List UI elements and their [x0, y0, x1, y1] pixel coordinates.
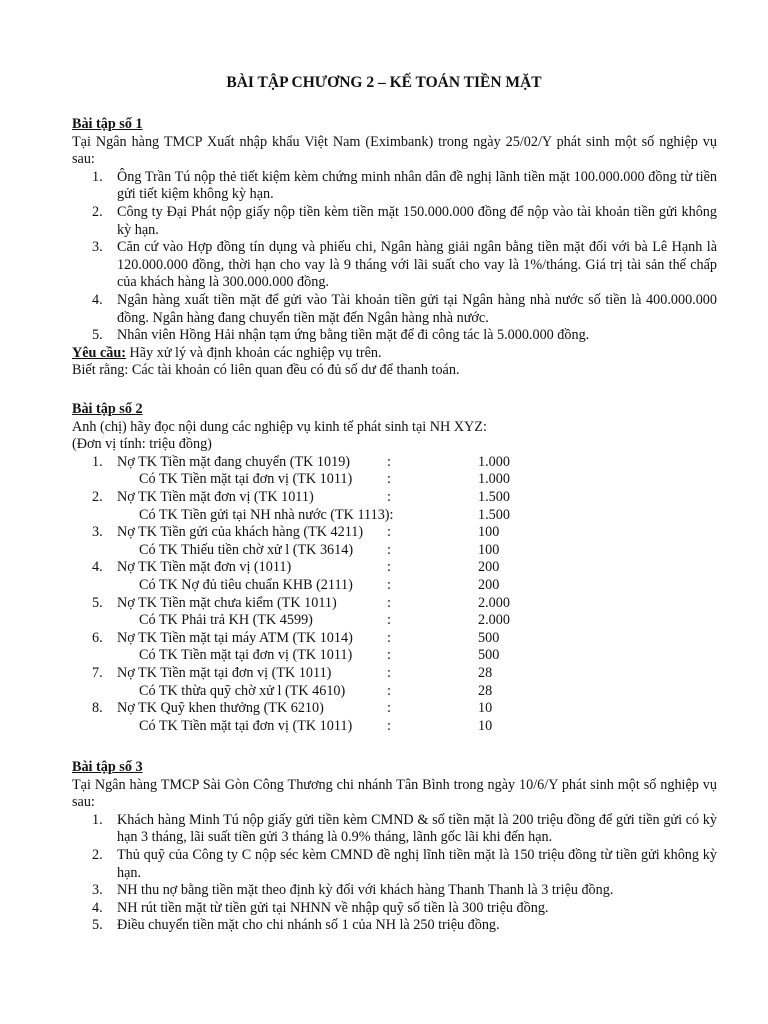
debit-amount: 2.000 [478, 594, 510, 611]
exercise-1-list [72, 169, 717, 345]
debit-account: Nợ TK Tiền mặt đơn vị (TK 1011) [117, 488, 314, 505]
colon: : [387, 647, 391, 664]
exercise-2-unit: (Đơn vị tính: triệu đồng) [72, 436, 212, 453]
list-item [72, 812, 717, 847]
debit-account: Nợ TK Quỹ khen thưởng (TK 6210) [117, 700, 324, 717]
colon: : [387, 594, 391, 611]
list-item [72, 327, 717, 345]
item-text: Căn cứ vào Hợp đồng tín dụng và phiếu chi, Ngân hàng giải ngân bằng tiền mặt đối với bà Lê Hạnh là 120.000.000 đồng, thời hạn cho vay là 9 tháng với lãi suất cho vay là 1%/tháng. Giá trị tài sản thế chấp của khách hàng là 300.000.000 đồng. [117, 239, 717, 291]
credit-amount: 1.000 [478, 471, 510, 488]
entry-number: 3. [92, 524, 103, 541]
credit-line [72, 577, 717, 595]
credit-amount: 10 [478, 717, 493, 734]
credit-line [72, 647, 717, 665]
debit-line [72, 630, 717, 648]
entry-number: 8. [92, 700, 103, 717]
debit-line [72, 665, 717, 683]
exercise-1-heading: Bài tập số 1 [72, 116, 143, 132]
exercise-3 [72, 759, 717, 935]
colon: : [387, 700, 391, 717]
exercise-1-note: Biết rằng: Các tài khoản có liên quan đều có đủ số dư để thanh toán. [72, 362, 460, 379]
list-item [72, 917, 717, 935]
debit-line [72, 595, 717, 613]
item-text: Thủ quỹ của Công ty C nộp séc kèm CMND đề nghị lĩnh tiền mặt là 150 triệu đồng từ tiền gửi không kỳ hạn. [117, 846, 717, 881]
list-item [72, 292, 717, 327]
entry-number: 6. [92, 629, 103, 646]
debit-line [72, 524, 717, 542]
debit-amount: 1.000 [478, 453, 510, 470]
list-item [72, 882, 717, 900]
debit-amount: 28 [478, 664, 493, 681]
item-number: 4. [92, 899, 103, 916]
exercise-2-intro: Anh (chị) hãy đọc nội dung các nghiệp vụ kinh tế phát sinh tại NH XYZ: [72, 418, 487, 435]
debit-account: Nợ TK Tiền mặt tại đơn vị (TK 1011) [117, 664, 332, 681]
debit-account: Nợ TK Tiền mặt đang chuyển (TK 1019) [117, 453, 351, 470]
item-text: Nhân viên Hồng Hải nhận tạm ứng bằng tiền mặt để đi công tác là 5.000.000 đồng. [117, 327, 590, 344]
credit-amount: 2.000 [478, 612, 510, 629]
entry-number: 4. [92, 559, 103, 576]
item-number: 4. [92, 291, 103, 308]
item-text: Ngân hàng xuất tiền mặt để gửi vào Tài khoản tiền gửi tại Ngân hàng nhà nước số tiền là 400.000.000 đồng. Ngân hàng đang chuyển tiền mặt đến Ngân hàng nhà nước. [117, 291, 717, 326]
exercise-3-list [72, 812, 717, 935]
debit-line [72, 454, 717, 472]
credit-line [72, 471, 717, 489]
colon: : [387, 541, 391, 558]
colon: : [387, 682, 391, 699]
debit-amount: 200 [478, 559, 500, 576]
exercise-3-heading: Bài tập số 3 [72, 759, 143, 775]
colon: : [387, 612, 391, 629]
debit-account: Nợ TK Tiền mặt đơn vị (1011) [117, 559, 292, 576]
exercise-3-intro: Tại Ngân hàng TMCP Sài Gòn Công Thương chi nhánh Tân Bình trong ngày 10/6/Y phát sinh một số nghiệp vụ sau: [72, 776, 717, 811]
colon: : [387, 524, 391, 541]
item-text: NH rút tiền mặt từ tiền gửi tại NHNN về nhập quỹ số tiền là 300 triệu đồng. [117, 899, 549, 916]
debit-amount: 500 [478, 629, 500, 646]
credit-account: Có TK Nợ đủ tiêu chuẩn KHB (2111) [139, 576, 353, 593]
credit-line [72, 542, 717, 560]
credit-account: Có TK Phải trả KH (TK 4599) [139, 612, 313, 629]
entry-number: 2. [92, 488, 103, 505]
item-text: Điều chuyển tiền mặt cho chi nhánh số 1 của NH là 250 triệu đồng. [117, 917, 500, 934]
debit-amount: 1.500 [478, 488, 510, 505]
colon: : [387, 664, 391, 681]
debit-line [72, 700, 717, 718]
item-number: 5. [92, 917, 103, 934]
debit-amount: 10 [478, 700, 493, 717]
colon: : [387, 488, 391, 505]
journal-entries [72, 454, 717, 736]
item-number: 1. [92, 168, 103, 185]
list-item [72, 239, 717, 292]
credit-amount: 100 [478, 541, 500, 558]
credit-account: Có TK Tiền mặt tại đơn vị (TK 1011) [139, 717, 353, 734]
debit-account: Nợ TK Tiền mặt tại máy ATM (TK 1014) [117, 629, 353, 646]
exercise-2-heading: Bài tập số 2 [72, 401, 143, 417]
exercise-1-intro: Tại Ngân hàng TMCP Xuất nhập khẩu Việt Nam (Eximbank) trong ngày 25/02/Y phát sinh một số nghiệp vụ sau: [72, 133, 717, 168]
exercise-1 [72, 116, 717, 380]
item-number: 1. [92, 811, 103, 828]
debit-account: Nợ TK Tiền mặt chưa kiểm (TK 1011) [117, 594, 337, 611]
credit-amount: 200 [478, 576, 500, 593]
debit-line [72, 559, 717, 577]
credit-amount: 28 [478, 682, 493, 699]
colon: : [387, 629, 391, 646]
item-number: 2. [92, 203, 103, 220]
list-item [72, 169, 717, 204]
requirement-text: Hãy xử lý và định khoản các nghiệp vụ trên. [126, 344, 382, 361]
colon: : [387, 453, 391, 470]
item-text: Khách hàng Minh Tú nộp giấy gửi tiền kèm CMND & số tiền mặt là 200 triệu đồng để gửi tiền gửi có kỳ hạn 3 tháng, lãi suất tiền gửi 3 tháng là 0.9% tháng, lãnh gốc lãi khi đến hạn. [117, 811, 717, 846]
requirement [72, 345, 717, 363]
list-item [72, 847, 717, 882]
credit-account: Có TK Tiền mặt tại đơn vị (TK 1011) [139, 471, 353, 488]
debit-amount: 100 [478, 524, 500, 541]
credit-line [72, 683, 717, 701]
credit-line [72, 718, 717, 736]
entry-number: 1. [92, 453, 103, 470]
credit-amount: 500 [478, 647, 500, 664]
colon: : [387, 471, 391, 488]
debit-line [72, 489, 717, 507]
credit-account: Có TK Thiếu tiền chờ xử l (TK 3614) [139, 541, 354, 558]
credit-line [72, 507, 717, 525]
item-number: 2. [92, 846, 103, 863]
credit-account: Có TK thừa quỹ chờ xử l (TK 4610) [139, 682, 346, 699]
requirement-label: Yêu cầu: [72, 344, 126, 361]
item-number: 5. [92, 327, 103, 344]
credit-account: Có TK Tiền mặt tại đơn vị (TK 1011) [139, 647, 353, 664]
debit-account: Nợ TK Tiền gửi của khách hàng (TK 4211) [117, 524, 364, 541]
item-number: 3. [92, 882, 103, 899]
colon: : [387, 576, 391, 593]
credit-account: Có TK Tiền gửi tại NH nhà nước (TK 1113): [139, 506, 394, 523]
page-title: BÀI TẬP CHƯƠNG 2 – KẾ TOÁN TIỀN MẶT [226, 74, 542, 91]
entry-number: 5. [92, 594, 103, 611]
list-item [72, 204, 717, 239]
item-text: Công ty Đại Phát nộp giấy nộp tiền kèm tiền mặt 150.000.000 đồng để nộp vào tài khoản tiền gửi không kỳ hạn. [117, 203, 717, 238]
colon: : [387, 559, 391, 576]
colon: : [387, 717, 391, 734]
exercise-2 [72, 401, 717, 735]
entry-number: 7. [92, 664, 103, 681]
list-item [72, 900, 717, 918]
item-text: NH thu nợ bằng tiền mặt theo định kỳ đối với khách hàng Thanh Thanh là 3 triệu đồng. [117, 882, 614, 899]
credit-line [72, 612, 717, 630]
item-number: 3. [92, 239, 103, 256]
item-text: Ông Trần Tú nộp thẻ tiết kiệm kèm chứng minh nhân dân đề nghị lãnh tiền mặt 100.000.000 đồng từ tiền gửi tiết kiệm không kỳ hạn. [117, 168, 717, 203]
credit-amount: 1.500 [478, 506, 510, 523]
